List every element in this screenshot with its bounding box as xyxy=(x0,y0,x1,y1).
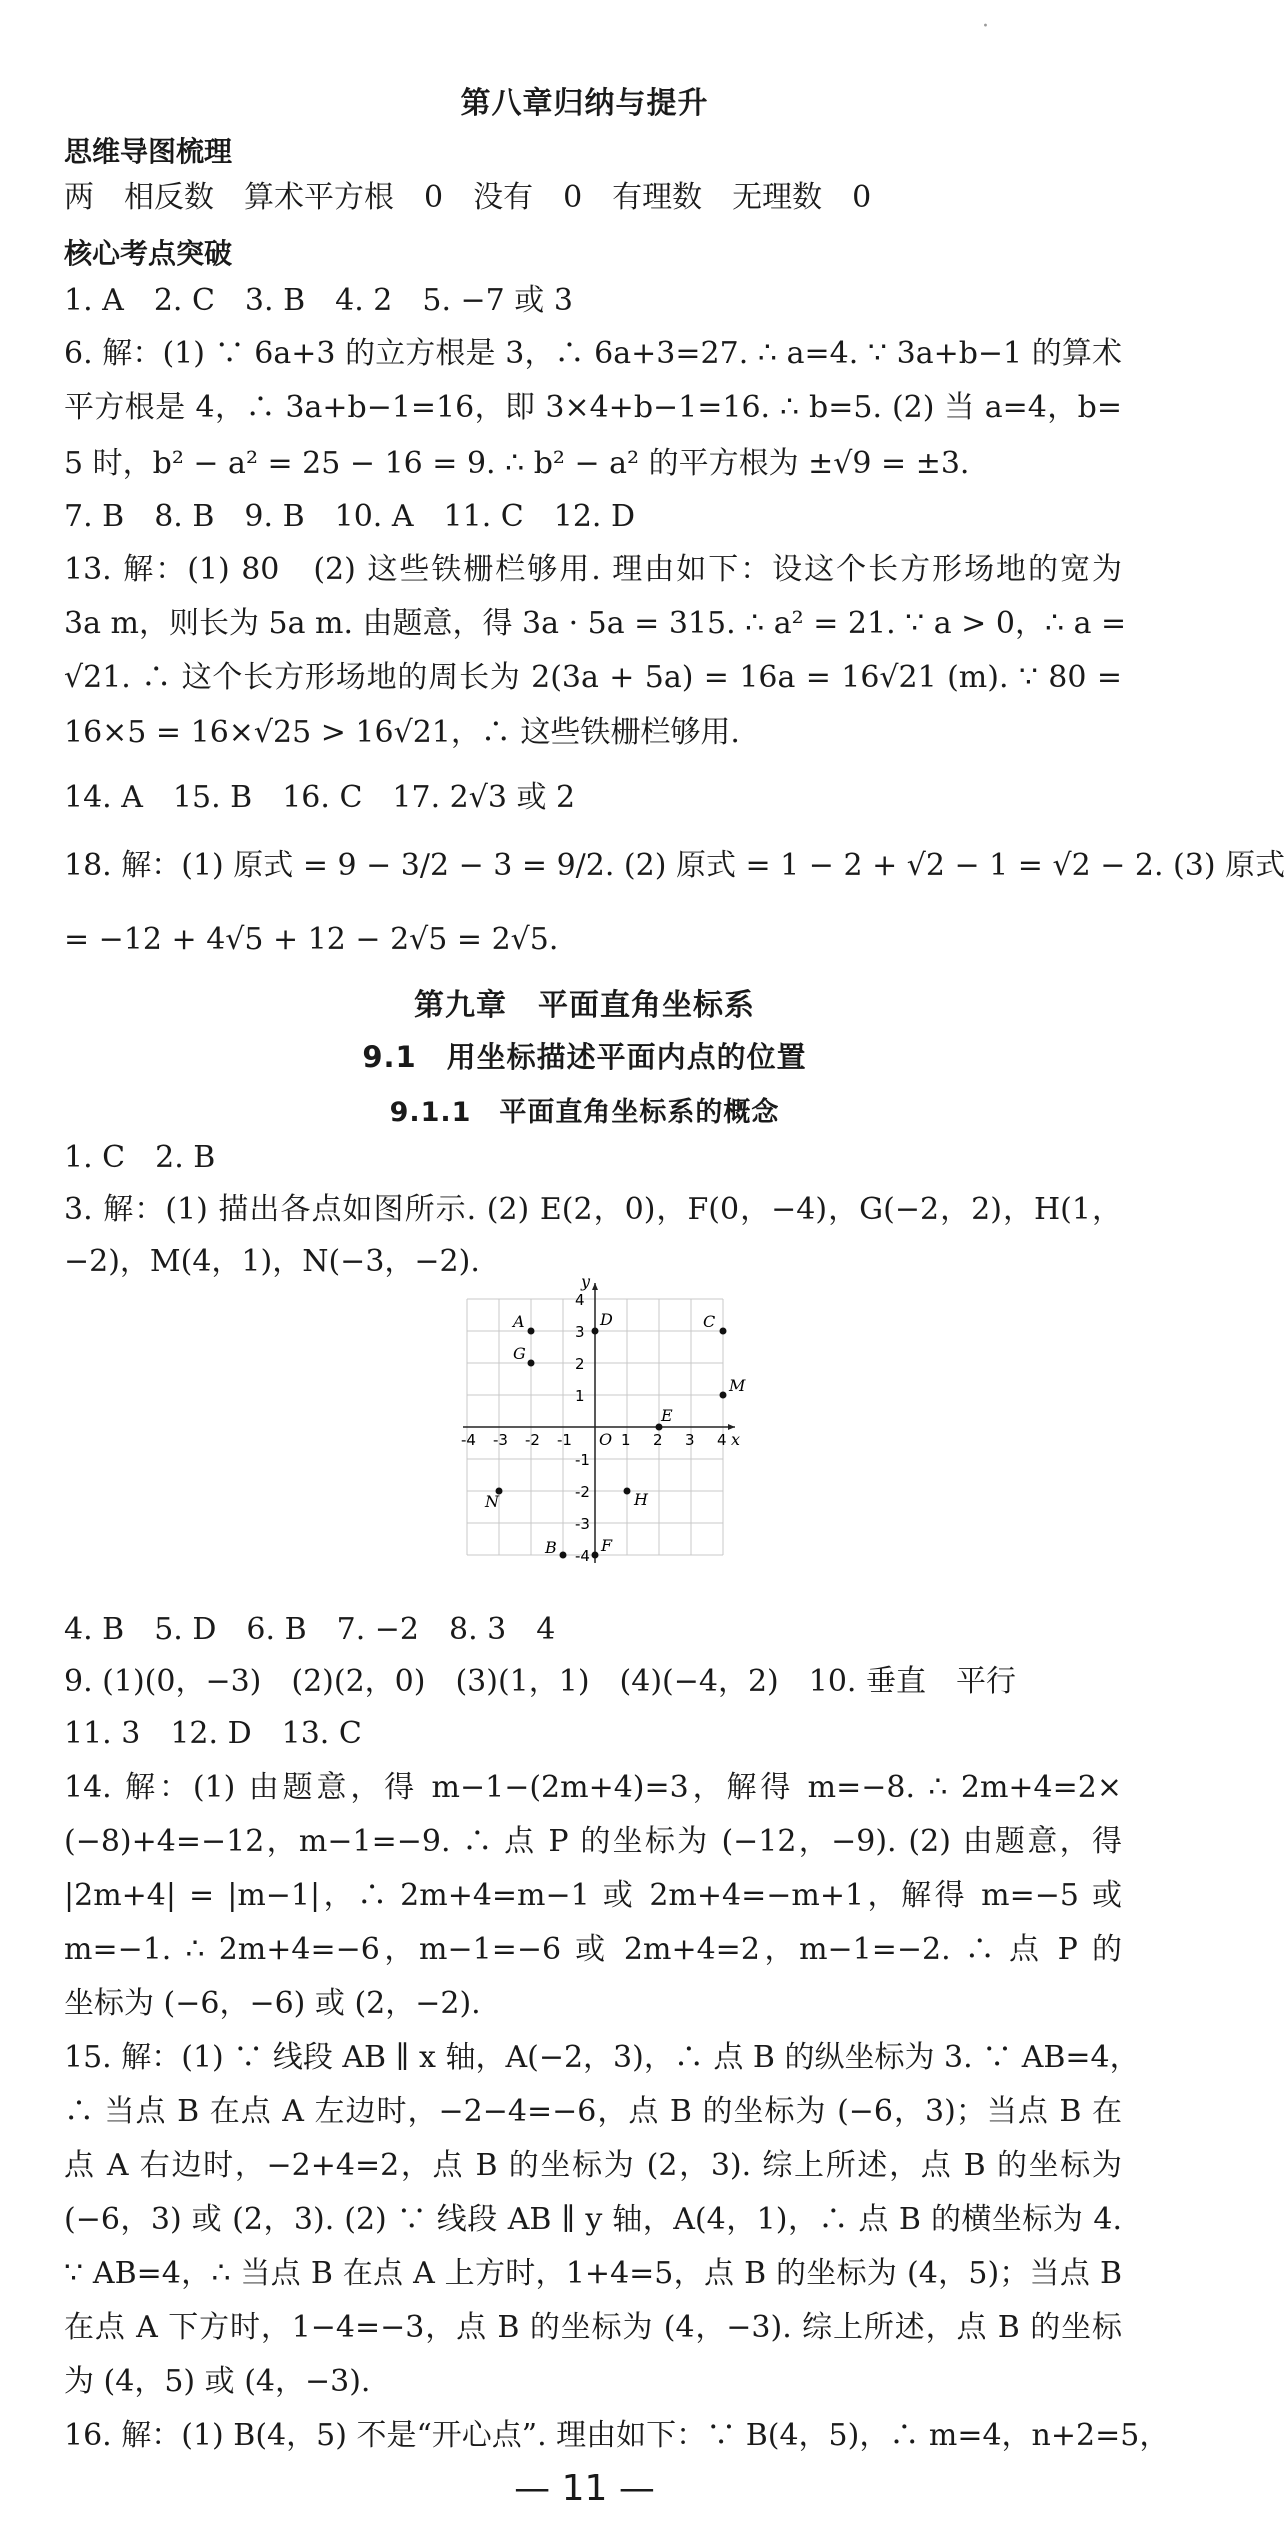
page-number-value: 11 xyxy=(561,2468,608,2509)
x-tick-label: 1 xyxy=(621,1431,631,1449)
y-tick-label: -1 xyxy=(575,1451,590,1469)
answer-line: (−8)+4=−12，m−1=−9. ∴ 点 P 的坐标为 (−12，−9). (2) 由题意，得 xyxy=(64,1824,1122,1859)
answer-line: 9. (1)(0，−3) (2)(2，0) (3)(1，1) (4)(−4，2) 10. 垂直 平行 xyxy=(64,1664,1016,1699)
y-axis-arrow xyxy=(592,1283,598,1290)
chapter9-title: 第九章 平面直角坐标系 xyxy=(414,988,755,1023)
mind-map-heading: 思维导图梳理 xyxy=(64,135,233,168)
answer-line: 3a m，则长为 5a m. 由题意，得 3a · 5a = 315. ∴ a² = 21. ∵ a > 0，∴ a = xyxy=(64,606,1127,641)
point-label: C xyxy=(703,1312,716,1331)
x-axis-label: x xyxy=(731,1430,741,1449)
answer-line: 18. 解：(1) 原式 = 9 − 3/2 − 3 = 9/2. (2) 原式 = 1 − 2 + √2 − 1 = √2 − 2. (3) 原式 xyxy=(64,848,1285,883)
answer-line: 6. 解：(1) ∵ 6a+3 的立方根是 3，∴ 6a+3=27. ∴ a=4. ∵ 3a+b−1 的算术 xyxy=(64,336,1122,371)
answer-line: 14. A 15. B 16. C 17. 2√3 或 2 xyxy=(64,780,576,815)
answer-line: 14. 解：(1) 由题意，得 m−1−(2m+4)=3，解得 m=−8. ∴ 2m+4=2× xyxy=(64,1770,1122,1805)
answer-line: ∴ 当点 B 在点 A 左边时，−2−4=−6，点 B 的坐标为 (−6，3)；当点 B 在 xyxy=(64,2094,1122,2129)
x-tick-label: 3 xyxy=(685,1431,695,1449)
point-label: G xyxy=(513,1344,526,1363)
answer-line: 15. 解：(1) ∵ 线段 AB ∥ x 轴，A(−2，3)，∴ 点 B 的纵坐标为 3. ∵ AB=4， xyxy=(64,2040,1140,2075)
answer-line: 7. B 8. B 9. B 10. A 11. C 12. D xyxy=(64,499,636,534)
y-tick-label: -2 xyxy=(575,1483,590,1501)
answer-line: m=−1. ∴ 2m+4=−6，m−1=−6 或 2m+4=2，m−1=−2. ∴ 点 P 的 xyxy=(64,1932,1122,1967)
section-title: 9.1 用坐标描述平面内点的位置 xyxy=(362,1040,807,1074)
mind-map-answers: 两 相反数 算术平方根 0 没有 0 有理数 无理数 0 xyxy=(64,180,872,215)
answer-line: 16. 解：(1) B(4，5) 不是“开心点”. 理由如下：∵ B(4，5)，∴ m=4，n+2=5， xyxy=(64,2418,1170,2453)
answer-line: 5 时，b² − a² = 25 − 16 = 9. ∴ b² − a² 的平方根为 ±√9 = ±3. xyxy=(64,446,970,481)
point-label: B xyxy=(545,1538,557,1557)
point-label: F xyxy=(601,1536,613,1555)
answer-line: 1. C 2. B xyxy=(64,1140,216,1175)
x-tick-label: -4 xyxy=(461,1431,476,1449)
answer-line: 11. 3 12. D 13. C xyxy=(64,1716,362,1751)
answer-line: ∵ AB=4，∴ 当点 B 在点 A 上方时，1+4=5，点 B 的坐标为 (4，5)；当点 B xyxy=(64,2256,1122,2291)
corner-mark: · xyxy=(982,14,989,39)
y-tick-label: -4 xyxy=(575,1547,590,1565)
point-G xyxy=(528,1360,535,1367)
point-label: M xyxy=(729,1376,746,1395)
answer-line: 3. 解：(1) 描出各点如图所示. (2) E(2，0)，F(0，−4)，G(−2，2)，H(1， xyxy=(64,1192,1122,1227)
answer-line: 1. A 2. C 3. B 4. 2 5. −7 或 3 xyxy=(64,283,573,318)
answer-line: 16×5 = 16×√25 > 16√21，∴ 这些铁栅栏够用. xyxy=(64,715,740,750)
page-number-dash: — xyxy=(514,2468,562,2509)
answer-line: 13. 解：(1) 80 (2) 这些铁栅栏够用. 理由如下：设这个长方形场地的宽为 xyxy=(64,552,1122,587)
x-tick-label: -3 xyxy=(493,1431,508,1449)
points xyxy=(484,1310,746,1559)
point-label: D xyxy=(600,1310,613,1329)
core-heading: 核心考点突破 xyxy=(64,237,233,270)
answer-line: |2m+4| = |m−1|，∴ 2m+4=m−1 或 2m+4=−m+1，解得 m=−5 或 xyxy=(64,1878,1122,1913)
point-A xyxy=(528,1328,535,1335)
x-tick-label: 2 xyxy=(653,1431,663,1449)
answer-line: √21. ∴ 这个长方形场地的周长为 2(3a + 5a) = 16a = 16√21 (m). ∵ 80 = xyxy=(64,660,1122,695)
point-label: N xyxy=(485,1492,499,1511)
y-tick-label: 4 xyxy=(575,1291,585,1309)
point-label: H xyxy=(634,1490,648,1509)
x-tick-label: -1 xyxy=(557,1431,572,1449)
point-label: E xyxy=(661,1406,673,1425)
point-M xyxy=(720,1392,727,1399)
point-C xyxy=(720,1328,727,1335)
y-tick-label: 2 xyxy=(575,1355,585,1373)
y-axis-label: y xyxy=(581,1272,591,1291)
coordinate-plane-figure xyxy=(445,1272,746,1595)
answer-line: 点 A 右边时，−2+4=2，点 B 的坐标为 (2，3). 综上所述，点 B 的坐标为 xyxy=(64,2148,1122,2183)
page-number-dash: — xyxy=(607,2468,655,2509)
point-D xyxy=(592,1328,599,1335)
page-number xyxy=(0,2468,1169,2509)
answer-line: 坐标为 (−6，−6) 或 (2，−2). xyxy=(64,1986,481,2021)
chapter8-title: 第八章归纳与提升 xyxy=(460,86,709,121)
answer-line: 在点 A 下方时，1−4=−3，点 B 的坐标为 (4，−3). 综上所述，点 B 的坐标 xyxy=(64,2310,1122,2345)
answer-line: 为 (4，5) 或 (4，−3). xyxy=(64,2364,371,2399)
answer-line: 平方根是 4，∴ 3a+b−1=16，即 3×4+b−1=16. ∴ b=5. (2) 当 a=4，b= xyxy=(64,390,1122,425)
y-tick-label: 3 xyxy=(575,1323,585,1341)
y-tick-label: -3 xyxy=(575,1515,590,1533)
point-H xyxy=(624,1488,631,1495)
origin-label: O xyxy=(599,1430,613,1449)
answer-line: −2)，M(4，1)，N(−3，−2). xyxy=(64,1244,480,1279)
answer-line: 4. B 5. D 6. B 7. −2 8. 3 4 xyxy=(64,1612,556,1647)
answer-line: (−6，3) 或 (2，3). (2) ∵ 线段 AB ∥ y 轴，A(4，1)，∴ 点 B 的横坐标为 4. xyxy=(64,2202,1122,2237)
subsection-title: 9.1.1 平面直角坐标系的概念 xyxy=(389,1097,780,1128)
x-tick-label: -2 xyxy=(525,1431,540,1449)
x-tick-label: 4 xyxy=(717,1431,727,1449)
y-tick-label: 1 xyxy=(575,1387,585,1405)
point-label: A xyxy=(513,1312,525,1331)
point-B xyxy=(560,1552,567,1559)
answer-line: = −12 + 4√5 + 12 − 2√5 = 2√5. xyxy=(64,922,559,957)
point-F xyxy=(592,1552,599,1559)
